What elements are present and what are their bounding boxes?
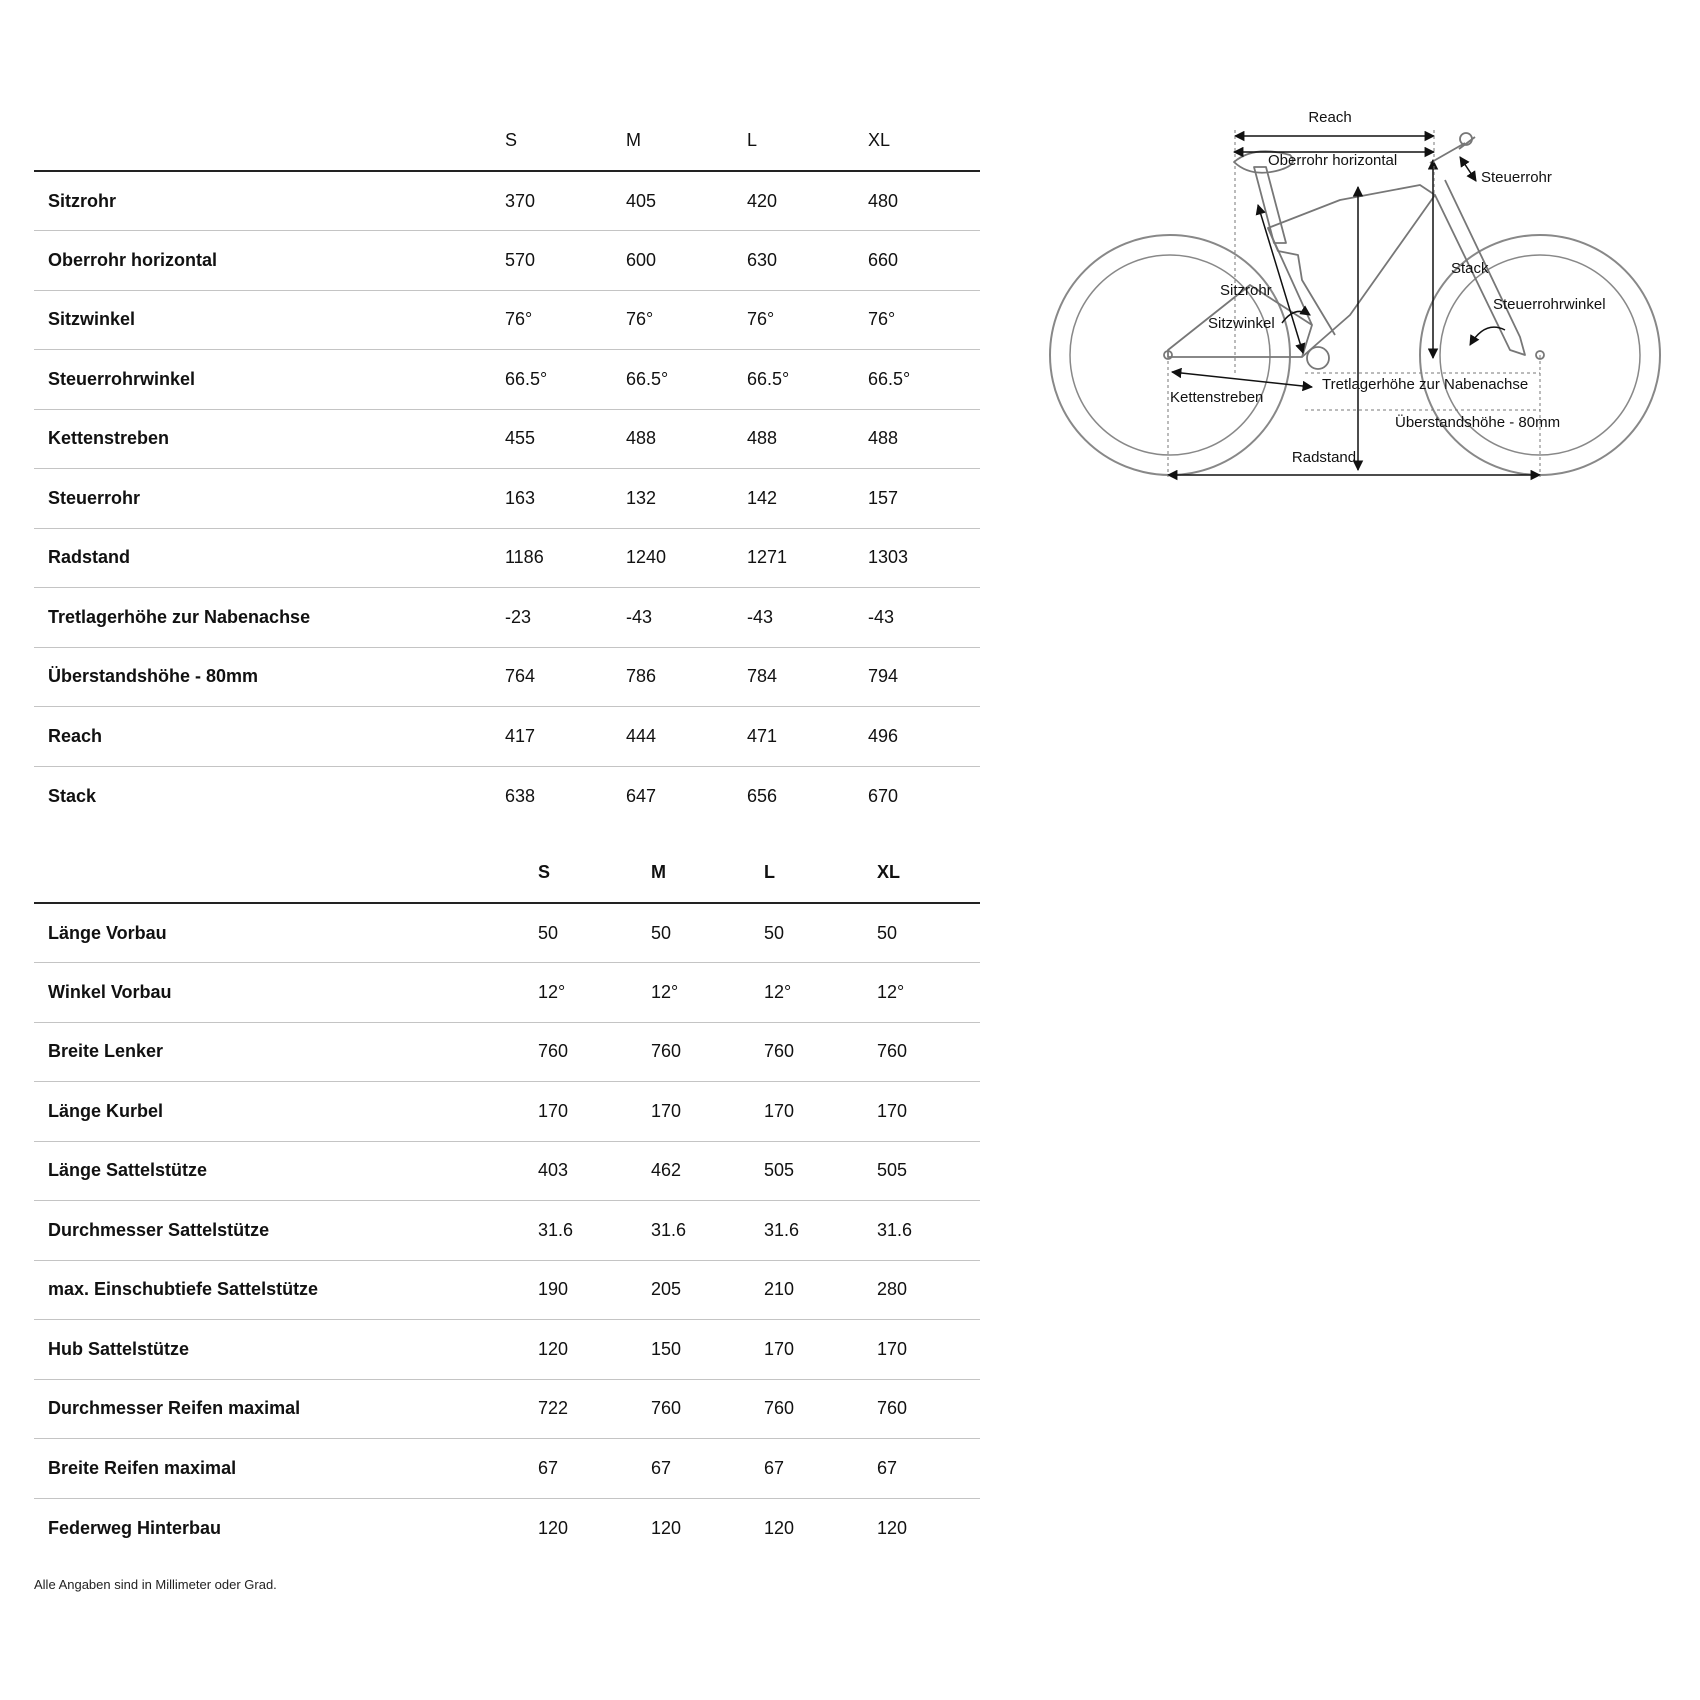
table-cell: 142 <box>747 487 778 508</box>
table-row <box>34 1022 980 1082</box>
table-cell: 570 <box>505 249 536 270</box>
table-cell: -43 <box>747 606 774 627</box>
table-cell: 50 <box>538 922 559 943</box>
table-cell: 31.6 <box>651 1219 687 1240</box>
table-row <box>34 1082 980 1142</box>
steuerrohrwinkel-label: Steuerrohrwinkel <box>1493 296 1606 313</box>
table-cell: 403 <box>538 1160 569 1181</box>
table-cell: 120 <box>651 1517 682 1538</box>
row-label: Länge Sattelstütze <box>48 1160 208 1181</box>
kettenstreben-label: Kettenstreben <box>1170 389 1264 406</box>
table-cell: 670 <box>868 785 899 806</box>
table-row <box>34 469 980 529</box>
table-cell: 67 <box>538 1457 559 1478</box>
table-row <box>34 1320 980 1380</box>
table-cell: 12° <box>764 981 792 1002</box>
table-cell: 120 <box>877 1517 908 1538</box>
size-header: M <box>651 843 764 903</box>
table-cell: 170 <box>877 1100 908 1121</box>
row-label: Steuerrohr <box>48 487 141 508</box>
size-header: L <box>747 111 868 171</box>
table-cell: 120 <box>538 1338 569 1359</box>
size-header: XL <box>868 111 980 171</box>
table-cell: 170 <box>877 1338 908 1359</box>
table-cell: 76° <box>747 309 775 330</box>
table-cell: 120 <box>538 1517 569 1538</box>
row-label: Federweg Hinterbau <box>48 1517 222 1538</box>
geometry-table-header <box>34 111 980 171</box>
table-cell: 12° <box>651 981 679 1002</box>
table-row <box>34 588 980 648</box>
table-cell: 76° <box>626 309 654 330</box>
oberrohr-horizontal-label: Oberrohr horizontal <box>1268 152 1398 169</box>
table-row <box>34 707 980 767</box>
table-cell: 480 <box>868 190 899 211</box>
table-row <box>34 1201 980 1261</box>
table-cell: 163 <box>505 487 536 508</box>
sitzwinkel-label: Sitzwinkel <box>1208 315 1275 332</box>
table-cell: 760 <box>764 1398 795 1419</box>
ueberstandshoehe-label: Überstandshöhe - 80mm <box>1395 414 1561 431</box>
table-cell: 1186 <box>505 547 544 568</box>
row-label: Reach <box>48 725 103 746</box>
table-cell: 505 <box>877 1160 908 1181</box>
table-cell: 50 <box>764 922 785 943</box>
table-row <box>34 963 980 1023</box>
table-row <box>34 231 980 291</box>
header-row <box>34 111 980 171</box>
table-cell: 170 <box>764 1100 795 1121</box>
table-cell: 505 <box>764 1160 795 1181</box>
table-row <box>34 647 980 707</box>
size-header: XL <box>877 843 980 903</box>
table-cell: 488 <box>868 428 899 449</box>
table-cell: 205 <box>651 1279 682 1300</box>
table-cell: 31.6 <box>538 1219 574 1240</box>
row-label: Oberrohr horizontal <box>48 249 218 270</box>
size-header: L <box>764 843 877 903</box>
table-cell: 656 <box>747 785 778 806</box>
table-cell: 496 <box>868 725 899 746</box>
row-label: Breite Reifen maximal <box>48 1457 237 1478</box>
header-spacer <box>34 843 538 903</box>
table-row <box>34 350 980 410</box>
table-cell: 370 <box>505 190 536 211</box>
table-cell: 760 <box>651 1398 682 1419</box>
table-cell: -43 <box>868 606 895 627</box>
table-cell: 794 <box>868 666 899 687</box>
row-label: Länge Kurbel <box>48 1100 164 1121</box>
size-header: S <box>538 843 651 903</box>
size-header: S <box>505 111 626 171</box>
table-cell: 76° <box>505 309 533 330</box>
table-cell: 488 <box>626 428 657 449</box>
table-cell: 760 <box>764 1041 795 1062</box>
header-spacer <box>34 111 505 171</box>
table-row <box>34 1439 980 1499</box>
table-cell: 630 <box>747 249 778 270</box>
table-cell: 120 <box>764 1517 795 1538</box>
radstand-label: Radstand <box>1291 449 1357 466</box>
table-cell: 132 <box>626 487 657 508</box>
row-label: Sitzrohr <box>48 190 117 211</box>
table-cell: 417 <box>505 725 536 746</box>
reach-label: Reach <box>1308 109 1352 126</box>
table-cell: 66.5° <box>747 368 790 389</box>
table-cell: 50 <box>877 922 898 943</box>
table-cell: 760 <box>877 1398 908 1419</box>
geometry-table <box>34 111 980 826</box>
table-cell: 67 <box>764 1457 785 1478</box>
table-cell: 784 <box>747 666 778 687</box>
table-cell: 66.5° <box>868 368 911 389</box>
table-cell: 12° <box>538 981 566 1002</box>
row-label: Tretlagerhöhe zur Nabenachse <box>48 606 311 627</box>
table-cell: -23 <box>505 606 532 627</box>
steuerrohr-label: Steuerrohr <box>1481 169 1552 186</box>
table-cell: 462 <box>651 1160 682 1181</box>
geometry-table-body <box>34 171 980 826</box>
table-cell: 170 <box>538 1100 569 1121</box>
components-table-body <box>34 903 980 1558</box>
rear-wheel <box>1050 235 1290 475</box>
table-cell: 66.5° <box>505 368 548 389</box>
table-cell: 405 <box>626 190 657 211</box>
table-cell: 488 <box>747 428 778 449</box>
table-cell: 170 <box>764 1338 795 1359</box>
table-cell: 50 <box>651 922 672 943</box>
table-row <box>34 1141 980 1201</box>
table-cell: 760 <box>538 1041 569 1062</box>
table-cell: 647 <box>626 785 657 806</box>
header-row <box>34 843 980 903</box>
footnote: Alle Angaben sind in Millimeter oder Grad. <box>34 1577 277 1592</box>
row-label: Durchmesser Sattelstütze <box>48 1219 270 1240</box>
bike-geometry-diagram <box>1040 105 1670 490</box>
table-cell: 660 <box>868 249 899 270</box>
table-cell: 31.6 <box>877 1219 913 1240</box>
table-cell: 786 <box>626 666 657 687</box>
table-row <box>34 528 980 588</box>
row-label: Sitzwinkel <box>48 309 136 330</box>
row-label: Breite Lenker <box>48 1041 164 1062</box>
table-cell: 210 <box>764 1279 795 1300</box>
table-row <box>34 290 980 350</box>
table-cell: 1271 <box>747 547 788 568</box>
table-cell: 12° <box>877 981 905 1002</box>
row-label: Steuerrohrwinkel <box>48 368 196 389</box>
row-label: Winkel Vorbau <box>48 981 172 1002</box>
row-label: Radstand <box>48 547 131 568</box>
table-cell: 157 <box>868 487 899 508</box>
table-cell: 600 <box>626 249 657 270</box>
tretlagerhoehe-label: Tretlagerhöhe zur Nabenachse <box>1322 376 1529 393</box>
table-row <box>34 903 980 963</box>
table-cell: 764 <box>505 666 536 687</box>
row-label: Durchmesser Reifen maximal <box>48 1398 301 1419</box>
table-cell: 150 <box>651 1338 682 1359</box>
table-cell: 420 <box>747 190 778 211</box>
table-cell: 471 <box>747 725 778 746</box>
components-table-header <box>34 843 980 903</box>
table-row <box>34 766 980 826</box>
table-cell: 66.5° <box>626 368 669 389</box>
row-label: Überstandshöhe - 80mm <box>48 666 259 687</box>
row-label: Stack <box>48 785 97 806</box>
table-cell: 170 <box>651 1100 682 1121</box>
table-cell: 1303 <box>868 547 909 568</box>
table-row <box>34 409 980 469</box>
table-row <box>34 1379 980 1439</box>
row-label: Hub Sattelstütze <box>48 1338 190 1359</box>
table-cell: 760 <box>877 1041 908 1062</box>
components-table <box>34 843 980 1558</box>
row-label: Länge Vorbau <box>48 922 167 943</box>
table-row <box>34 171 980 231</box>
table-cell: -43 <box>626 606 653 627</box>
table-cell: 76° <box>868 309 896 330</box>
row-label: max. Einschubtiefe Sattelstütze <box>48 1279 319 1300</box>
table-cell: 280 <box>877 1279 908 1300</box>
row-label: Kettenstreben <box>48 428 170 449</box>
table-cell: 190 <box>538 1279 569 1300</box>
table-cell: 31.6 <box>764 1219 800 1240</box>
table-cell: 444 <box>626 725 657 746</box>
table-cell: 455 <box>505 428 536 449</box>
size-header: M <box>626 111 747 171</box>
sitzrohr-label: Sitzrohr <box>1220 282 1272 299</box>
stack-label: Stack <box>1451 260 1489 277</box>
table-cell: 722 <box>538 1398 569 1419</box>
table-cell: 67 <box>877 1457 898 1478</box>
table-cell: 638 <box>505 785 536 806</box>
table-cell: 67 <box>651 1457 672 1478</box>
table-row <box>34 1260 980 1320</box>
table-row <box>34 1498 980 1558</box>
table-cell: 1240 <box>626 547 667 568</box>
table-cell: 760 <box>651 1041 682 1062</box>
